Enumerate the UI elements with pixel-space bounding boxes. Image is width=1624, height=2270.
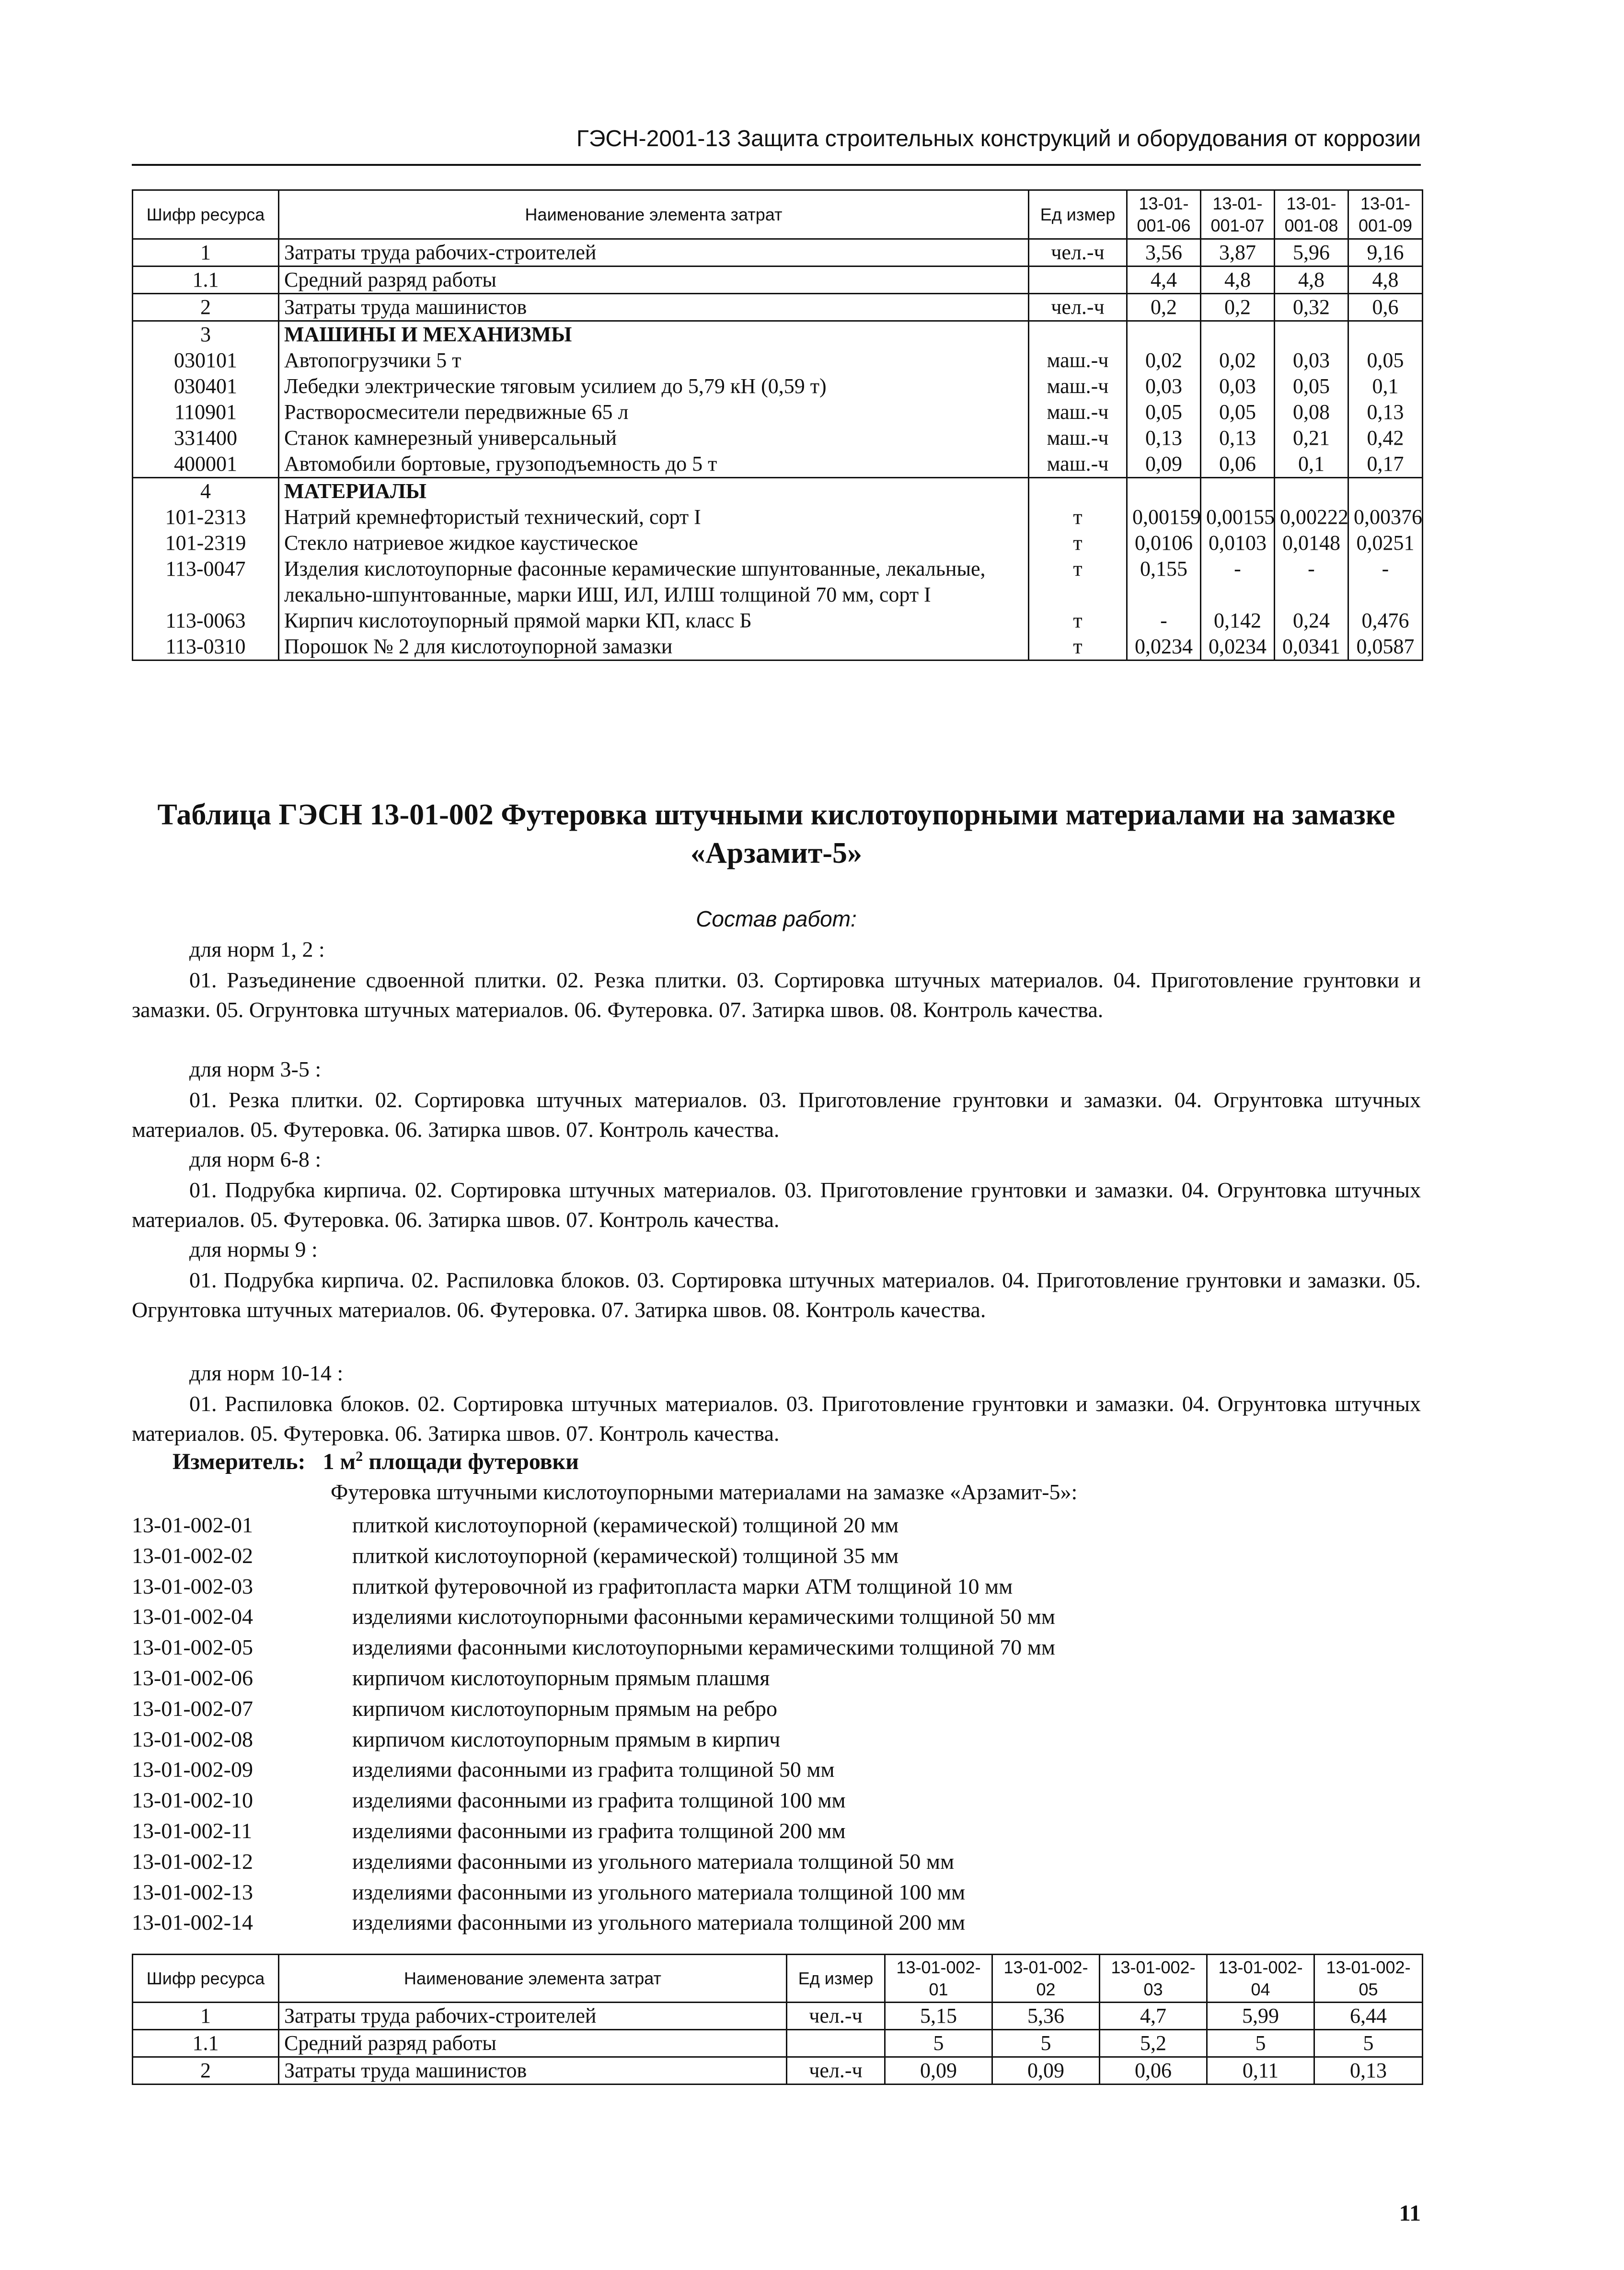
cell-value: 0,05 [1127, 399, 1201, 425]
table-header-row [133, 1955, 1423, 2003]
work-group-text: 01. Подрубка кирпича. 02. Сортировка штучных материалов. 03. Приготовление грунтовки и замазки. 04. Огрунтовка штучных материалов. 05. Футеровка. 06. Затирка швов. 07. Контроль качества. [132, 1178, 1421, 1232]
header-rule [132, 164, 1421, 166]
section-title: Таблица ГЭСН 13-01-002 Футеровка штучными кислотоупорными материалами на замазке «Арзамит-5» [157, 799, 1395, 869]
work-group-label: для норм 1, 2 : [189, 937, 325, 961]
cell-value: 0,2 [1201, 294, 1275, 321]
variant-desc: изделиями фасонными из угольного материала толщиной 200 мм [352, 1910, 966, 1935]
cell-code: 1 [133, 2003, 279, 2030]
col-header-code: Шифр ресурса [133, 190, 279, 239]
list-item [132, 1571, 1055, 1602]
variant-code: 13-01-002-11 [132, 1818, 253, 1843]
cell-value: 5,15 [885, 2003, 992, 2030]
cell-unit: чел.-ч [787, 2003, 885, 2030]
norm-variants-list [132, 1510, 1055, 1938]
cell-value: 5 [1207, 2030, 1314, 2057]
section-heading-materials: МАТЕРИАЛЫ [279, 478, 1029, 505]
cell-value: 5,99 [1207, 2003, 1314, 2030]
cell-unit [787, 2030, 885, 2057]
cell-code: 1.1 [133, 2030, 279, 2057]
cell-code: 101-2319 [133, 530, 279, 556]
table-row [133, 530, 1423, 556]
cell-unit: чел.-ч [787, 2057, 885, 2085]
variant-desc: кирпичом кислотоупорным прямым в кирпич [352, 1726, 781, 1751]
cell-name: Станок камнерезный универсальный [279, 425, 1029, 451]
cell-value: 0,06 [1201, 451, 1275, 478]
cell-name: Затраты труда машинистов [279, 294, 1029, 321]
work-group-label: для норм 3-5 : [189, 1057, 322, 1081]
cell-value: 0,00159 [1127, 504, 1201, 530]
list-item [132, 1877, 1055, 1908]
cell-value: 0,17 [1348, 451, 1423, 478]
cell-unit [1029, 321, 1127, 348]
cell-value: 0,0234 [1201, 634, 1275, 660]
variant-code: 13-01-002-10 [132, 1788, 253, 1813]
cell-name: Порошок № 2 для кислотоупорной замазки [279, 634, 1029, 660]
col-header-norm: 13-01-001-07 [1201, 190, 1275, 239]
cell-value: 0,03 [1127, 373, 1201, 399]
cell-unit: т [1029, 504, 1127, 530]
variant-desc: изделиями фасонными из графита толщиной 50 мм [352, 1757, 835, 1782]
cell-code: 331400 [133, 425, 279, 451]
meter-value: 1 м [322, 1449, 356, 1474]
cell-name: Автомобили бортовые, грузоподъемность до 5 т [279, 451, 1029, 478]
cell-value: - [1201, 556, 1275, 608]
variant-code: 13-01-002-01 [132, 1513, 253, 1537]
variant-code: 13-01-002-05 [132, 1635, 253, 1660]
work-group-text: 01. Распиловка блоков. 02. Сортировка штучных материалов. 03. Приготовление грунтовки и замазки. 04. Огрунтовка штучных материалов. 05. Футеровка. 06. Затирка швов. 07. Контроль качества. [132, 1391, 1421, 1446]
cell-code: 1 [133, 239, 279, 266]
cell-unit: маш.-ч [1029, 425, 1127, 451]
variant-code: 13-01-002-12 [132, 1849, 253, 1874]
page-number: 11 [1399, 2201, 1421, 2226]
cell-name: Средний разряд работы [279, 2030, 787, 2057]
cell-name: Стекло натриевое жидкое каустическое [279, 530, 1029, 556]
cell-value: 0,2 [1127, 294, 1201, 321]
list-item [132, 1754, 1055, 1785]
cell-code: 400001 [133, 451, 279, 478]
cell-value: 5,36 [992, 2003, 1100, 2030]
meter-exponent: 2 [356, 1448, 363, 1464]
cell-value: 0,0103 [1201, 530, 1275, 556]
table-header-row [133, 190, 1423, 239]
cell-name: Растворосмесители передвижные 65 л [279, 399, 1029, 425]
table-row [133, 2030, 1423, 2057]
cell-name: Изделия кислотоупорные фасонные керамические шпунтованные, лекальные, лекально-шпунтованные, марки ИШ, ИЛ, ИЛШ толщиной 70 мм, сорт I [279, 556, 1029, 608]
cell-value: 4,8 [1348, 266, 1423, 294]
cell-value: 0,00155 [1201, 504, 1275, 530]
cell-value [1201, 478, 1275, 505]
table-row [133, 634, 1423, 660]
cell-unit: маш.-ч [1029, 399, 1127, 425]
cell-value: 5 [1314, 2030, 1423, 2057]
col-header-norm: 13-01-002-03 [1100, 1955, 1207, 2003]
cell-name: Средний разряд работы [279, 266, 1029, 294]
work-group-text: 01. Подрубка кирпича. 02. Распиловка блоков. 03. Сортировка штучных материалов. 04. Приготовление грунтовки и замазки. 05. Огрунтовка штучных материалов. 06. Футеровка. 07. Затирка швов. 08. Контроль качества. [132, 1268, 1421, 1322]
variant-desc: изделиями фасонными из угольного материала толщиной 50 мм [352, 1849, 955, 1874]
cell-name: Затраты труда машинистов [279, 2057, 787, 2085]
table-row [133, 2057, 1423, 2085]
cell-value [1127, 478, 1201, 505]
cell-name: Кирпич кислотоупорный прямой марки КП, класс Б [279, 608, 1029, 634]
cell-value [1275, 321, 1348, 348]
col-header-name: Наименование элемента затрат [279, 1955, 787, 2003]
table-section-row [133, 321, 1423, 348]
cell-value: 0,06 [1100, 2057, 1207, 2085]
meter-rest: площади футеровки [363, 1449, 579, 1474]
cell-name: Натрий кремнефтористый технический, сорт I [279, 504, 1029, 530]
cell-name: Лебедки электрические тяговым усилием до 5,79 кН (0,59 т) [279, 373, 1029, 399]
col-header-norm: 13-01-002-04 [1207, 1955, 1314, 2003]
cell-value: 0,476 [1348, 608, 1423, 634]
work-group-text: 01. Резка плитки. 02. Сортировка штучных материалов. 03. Приготовление грунтовки и замазки. 04. Огрунтовка штучных материалов. 05. Футеровка. 06. Затирка швов. 07. Контроль качества. [132, 1088, 1421, 1142]
cell-value: 3,56 [1127, 239, 1201, 266]
variant-code: 13-01-002-08 [132, 1726, 253, 1751]
col-header-norm: 13-01-001-08 [1275, 190, 1348, 239]
cell-value: 0,13 [1127, 425, 1201, 451]
section-heading-machines: МАШИНЫ И МЕХАНИЗМЫ [279, 321, 1029, 348]
variant-desc: кирпичом кислотоупорным прямым на ребро [352, 1696, 778, 1721]
table-row [133, 347, 1423, 373]
cell-unit: т [1029, 608, 1127, 634]
cell-unit: т [1029, 634, 1127, 660]
work-group-label: для норм 6-8 : [189, 1147, 322, 1171]
cell-value: 4,8 [1201, 266, 1275, 294]
resource-table-001 [132, 189, 1423, 661]
cell-value: 0,21 [1275, 425, 1348, 451]
cell-value: 4,8 [1275, 266, 1348, 294]
list-item [132, 1846, 1055, 1877]
cell-value: 0,02 [1201, 347, 1275, 373]
variant-code: 13-01-002-14 [132, 1910, 253, 1935]
cell-value: 0,05 [1275, 373, 1348, 399]
cell-value: 0,11 [1207, 2057, 1314, 2085]
cell-value: 0,0587 [1348, 634, 1423, 660]
work-group-label: для норм 10-14 : [189, 1361, 344, 1385]
cell-value: 0,05 [1348, 347, 1423, 373]
cell-value: 0,00376 [1348, 504, 1423, 530]
cell-value [1348, 478, 1423, 505]
variant-desc: изделиями кислотоупорными фасонными керамическими толщиной 50 мм [352, 1604, 1055, 1629]
composition-heading: Состав работ: [696, 906, 857, 931]
table-row [133, 373, 1423, 399]
list-item [132, 1540, 1055, 1571]
variant-code: 13-01-002-13 [132, 1879, 253, 1904]
cell-value: 5,96 [1275, 239, 1348, 266]
cell-value: 0,08 [1275, 399, 1348, 425]
col-header-unit: Ед измер [787, 1955, 885, 2003]
variant-code: 13-01-002-03 [132, 1574, 253, 1598]
cell-value: 0,13 [1348, 399, 1423, 425]
running-header: ГЭСН-2001-13 Защита строительных конструкций и оборудования от коррозии [576, 126, 1421, 151]
list-item [132, 1601, 1055, 1632]
cell-value: 3,87 [1201, 239, 1275, 266]
cell-code: 3 [133, 321, 279, 348]
table-row [133, 239, 1423, 266]
table-row [133, 608, 1423, 634]
cell-value: 6,44 [1314, 2003, 1423, 2030]
col-header-unit: Ед измер [1029, 190, 1127, 239]
cell-value: 0,6 [1348, 294, 1423, 321]
list-item [132, 1816, 1055, 1846]
variant-code: 13-01-002-09 [132, 1757, 253, 1782]
list-item [132, 1510, 1055, 1540]
cell-value: 0,32 [1275, 294, 1348, 321]
variant-code: 13-01-002-07 [132, 1696, 253, 1721]
cell-value: 0,09 [885, 2057, 992, 2085]
cell-value [1127, 321, 1201, 348]
cell-value: 4,4 [1127, 266, 1201, 294]
cell-value: 0,0341 [1275, 634, 1348, 660]
cell-value: 0,03 [1275, 347, 1348, 373]
variants-intro: Футеровка штучными кислотоупорными материалами на замазке «Арзамит-5»: [331, 1480, 1078, 1504]
cell-unit: маш.-ч [1029, 451, 1127, 478]
cell-name: Затраты труда рабочих-строителей [279, 2003, 787, 2030]
cell-code: 101-2313 [133, 504, 279, 530]
cell-value: 0,42 [1348, 425, 1423, 451]
list-item [132, 1693, 1055, 1724]
col-header-norm: 13-01-001-09 [1348, 190, 1423, 239]
col-header-name: Наименование элемента затрат [279, 190, 1029, 239]
list-item [132, 1632, 1055, 1663]
cell-value: 0,24 [1275, 608, 1348, 634]
meter-label: Измеритель: [173, 1449, 306, 1474]
cell-unit: т [1029, 530, 1127, 556]
list-item [132, 1907, 1055, 1938]
cell-value: 0,0106 [1127, 530, 1201, 556]
cell-unit: т [1029, 556, 1127, 608]
cell-value: 0,00222 [1275, 504, 1348, 530]
cell-value: - [1275, 556, 1348, 608]
cell-value: 0,09 [992, 2057, 1100, 2085]
cell-value: - [1348, 556, 1423, 608]
cell-value: 0,1 [1275, 451, 1348, 478]
variant-code: 13-01-002-02 [132, 1543, 253, 1568]
cell-code: 110901 [133, 399, 279, 425]
table-row [133, 2003, 1423, 2030]
variant-desc: плиткой футеровочной из графитопласта марки АТМ толщиной 10 мм [352, 1574, 1013, 1598]
cell-value [1275, 478, 1348, 505]
cell-code: 2 [133, 294, 279, 321]
cell-unit: чел.-ч [1029, 239, 1127, 266]
cell-name: Автопогрузчики 5 т [279, 347, 1029, 373]
list-item [132, 1663, 1055, 1693]
cell-code: 113-0063 [133, 608, 279, 634]
cell-value: 0,1 [1348, 373, 1423, 399]
cell-unit: чел.-ч [1029, 294, 1127, 321]
cell-value: 0,13 [1201, 425, 1275, 451]
cell-value: 9,16 [1348, 239, 1423, 266]
cell-value: 0,0234 [1127, 634, 1201, 660]
cell-value: 5 [885, 2030, 992, 2057]
work-group-label: для нормы 9 : [189, 1237, 318, 1262]
cell-code: 1.1 [133, 266, 279, 294]
cell-value: 4,7 [1100, 2003, 1207, 2030]
variant-desc: изделиями фасонными кислотоупорными керамическими толщиной 70 мм [352, 1635, 1055, 1660]
cell-code: 4 [133, 478, 279, 505]
table-row [133, 556, 1423, 608]
table-row [133, 451, 1423, 478]
cell-value: - [1127, 608, 1201, 634]
cell-unit: маш.-ч [1029, 373, 1127, 399]
variant-desc: изделиями фасонными из графита толщиной 200 мм [352, 1818, 846, 1843]
cell-code: 2 [133, 2057, 279, 2085]
cell-unit [1029, 266, 1127, 294]
col-header-norm: 13-01-002-02 [992, 1955, 1100, 2003]
cell-value: 0,05 [1201, 399, 1275, 425]
cell-code: 030401 [133, 373, 279, 399]
cell-code: 113-0310 [133, 634, 279, 660]
cell-value: 0,142 [1201, 608, 1275, 634]
cell-code: 030101 [133, 347, 279, 373]
cell-unit [1029, 478, 1127, 505]
cell-value: 0,09 [1127, 451, 1201, 478]
cell-value: 0,03 [1201, 373, 1275, 399]
variant-desc: плиткой кислотоупорной (керамической) толщиной 20 мм [352, 1513, 899, 1537]
cell-value: 0,155 [1127, 556, 1201, 608]
col-header-norm: 13-01-002-01 [885, 1955, 992, 2003]
resource-table-002 [132, 1954, 1423, 2085]
cell-value: 5,2 [1100, 2030, 1207, 2057]
work-group-text: 01. Разъединение сдвоенной плитки. 02. Резка плитки. 03. Сортировка штучных материалов. 04. Приготовление грунтовки и замазки. 05. Огрунтовка штучных материалов. 06. Футеровка. 07. Затирка швов. 08. Контроль качества. [132, 968, 1421, 1022]
variant-desc: изделиями фасонными из графита толщиной 100 мм [352, 1788, 846, 1813]
cell-code: 113-0047 [133, 556, 279, 608]
variant-desc: изделиями фасонными из угольного материала толщиной 100 мм [352, 1879, 966, 1904]
list-item [132, 1724, 1055, 1755]
cell-value: 0,0251 [1348, 530, 1423, 556]
cell-value [1348, 321, 1423, 348]
cell-unit: маш.-ч [1029, 347, 1127, 373]
table-row [133, 399, 1423, 425]
meter-line [173, 1448, 579, 1475]
table-row [133, 266, 1423, 294]
col-header-norm: 13-01-001-06 [1127, 190, 1201, 239]
cell-value: 0,0148 [1275, 530, 1348, 556]
table-section-row [133, 478, 1423, 505]
col-header-norm: 13-01-002-05 [1314, 1955, 1423, 2003]
table-row [133, 425, 1423, 451]
cell-value: 0,02 [1127, 347, 1201, 373]
variant-desc: плиткой кислотоупорной (керамической) толщиной 35 мм [352, 1543, 899, 1568]
table-row [133, 294, 1423, 321]
table-row [133, 504, 1423, 530]
variant-code: 13-01-002-04 [132, 1604, 253, 1629]
variant-desc: кирпичом кислотоупорным прямым плашмя [352, 1665, 770, 1690]
col-header-code: Шифр ресурса [133, 1955, 279, 2003]
cell-value [1201, 321, 1275, 348]
list-item [132, 1785, 1055, 1816]
variant-code: 13-01-002-06 [132, 1665, 253, 1690]
cell-value: 0,13 [1314, 2057, 1423, 2085]
cell-name: Затраты труда рабочих-строителей [279, 239, 1029, 266]
cell-value: 5 [992, 2030, 1100, 2057]
